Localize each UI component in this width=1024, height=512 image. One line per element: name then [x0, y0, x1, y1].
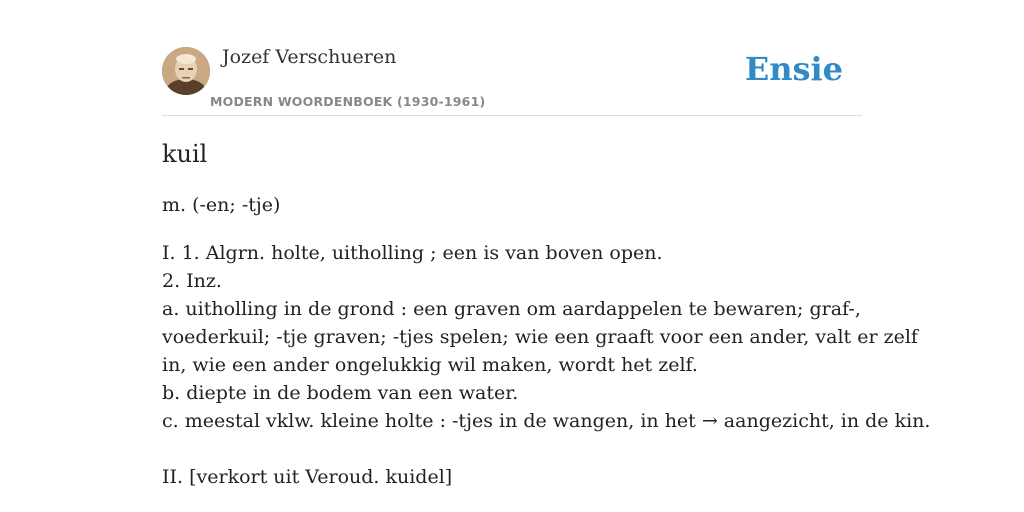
author-avatar[interactable]: [162, 47, 210, 95]
definition-text: [162, 239, 931, 491]
brand-logo[interactable]: Ensie: [744, 50, 843, 88]
definition-line: 2. Inz.: [162, 270, 222, 292]
definition-line: a. uitholling in de grond : een graven om aardappelen te bewaren; graf-,: [162, 298, 861, 320]
author-name[interactable]: Jozef Verschueren: [222, 46, 397, 68]
definition-line: I. 1. Algrn. holte, uitholling ; een is van boven open.: [162, 242, 663, 264]
grammar-info: m. (-en; -tje): [162, 194, 281, 216]
page-header: [162, 40, 862, 116]
author-portrait-icon: [162, 47, 210, 95]
dictionary-source[interactable]: MODERN WOORDENBOEK (1930-1961): [210, 94, 486, 109]
definition-spacer: [162, 435, 862, 463]
definition-line: in, wie een ander ongelukkig wil maken, wordt het zelf.: [162, 354, 698, 376]
definition-line: voederkuil; -tje graven; -tjes spelen; wie een graaft voor een ander, valt er zelf: [162, 326, 918, 348]
definition-line: II. [verkort uit Veroud. kuidel]: [162, 466, 453, 488]
definition-line: c. meestal vklw. kleine holte : -tjes in de wangen, in het → aangezicht, in de kin.: [162, 410, 931, 432]
definition-line: b. diepte in de bodem van een water.: [162, 382, 519, 404]
headword: kuil: [162, 140, 208, 168]
